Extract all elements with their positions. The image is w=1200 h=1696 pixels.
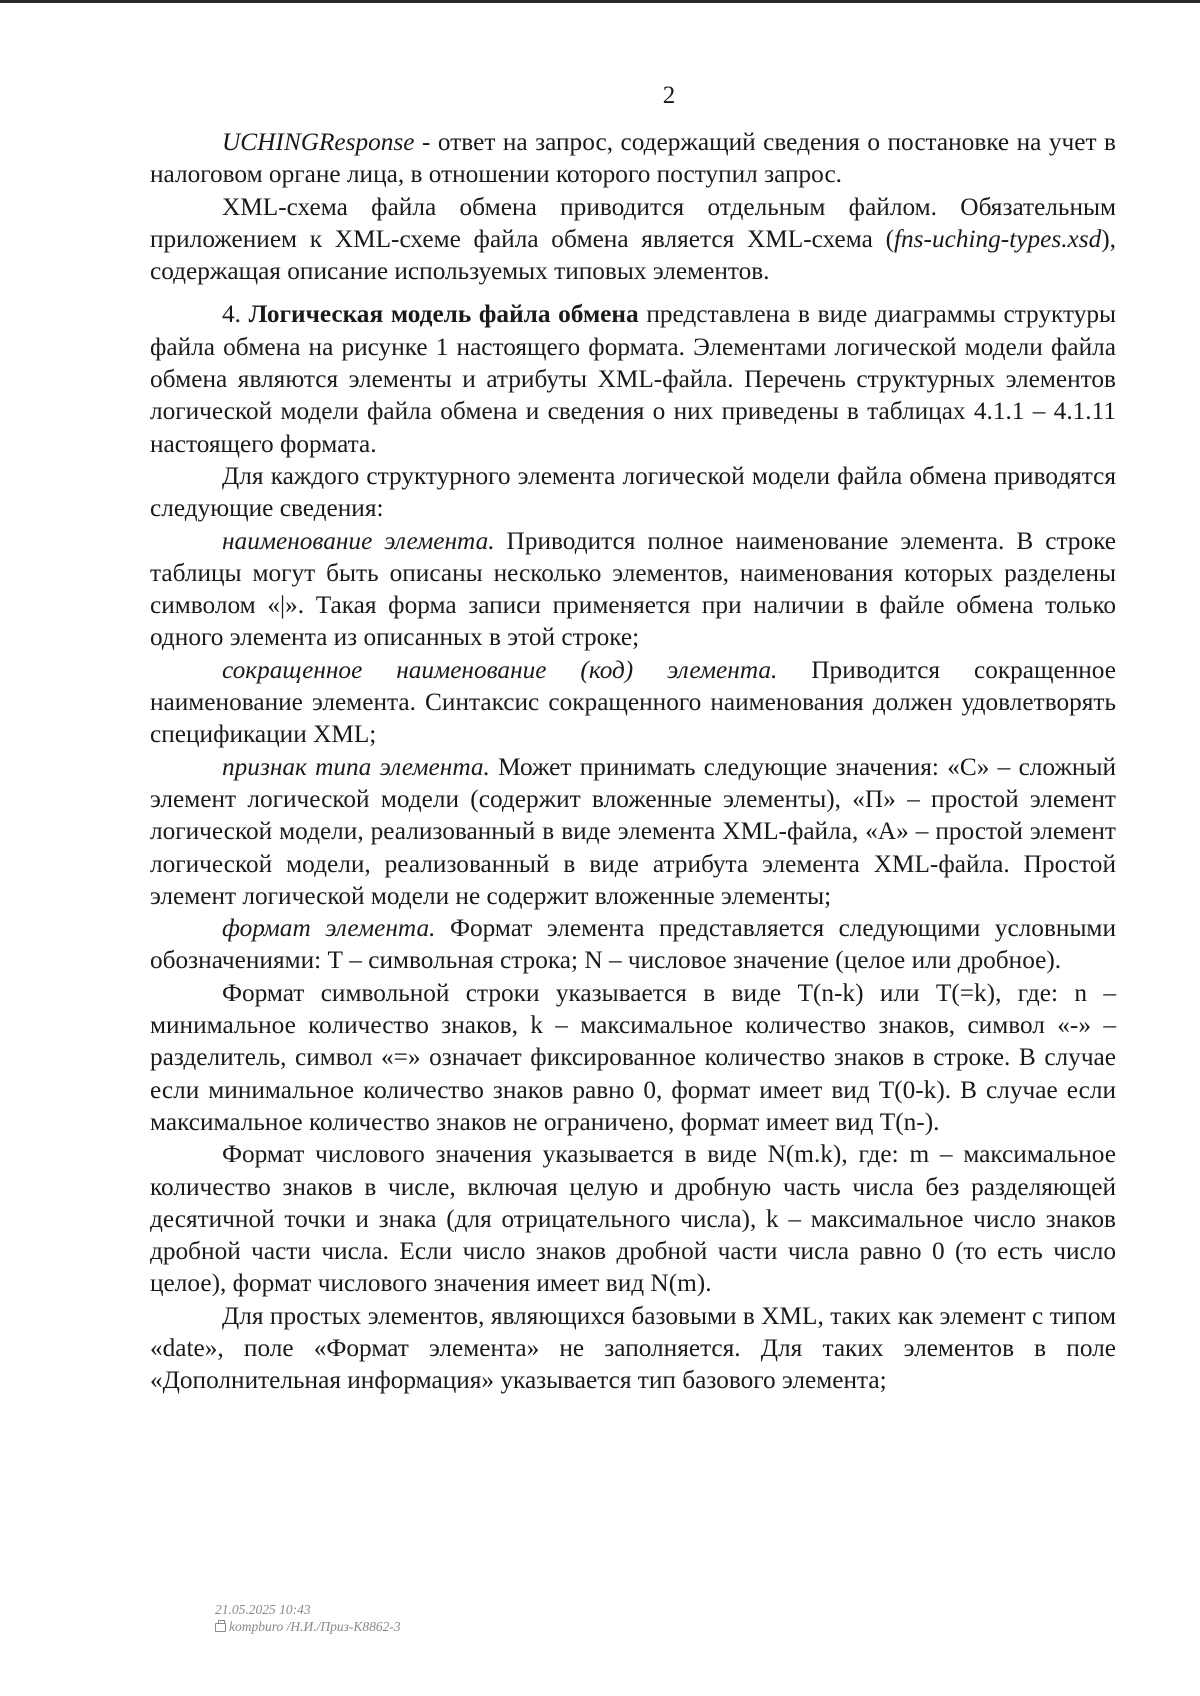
- paragraph-text: - ответ на запрос, содержащий сведения о постановке на учет в налоговом органе лица, в отношении которого поступил запрос.: [150, 128, 1116, 189]
- paragraph-element-format: [150, 912, 1116, 977]
- paragraph-element-name: [150, 525, 1116, 654]
- stamp-source: kompburo /Н.И./Приз-К8862-3: [229, 1619, 401, 1634]
- paragraph-text: Для каждого структурного элемента логической модели файла обмена приводятся следующие сведения:: [150, 461, 1116, 523]
- paragraph-element-info-intro: [150, 460, 1116, 525]
- document-body: [150, 126, 1116, 1397]
- section-heading: Логическая модель файла обмена: [248, 300, 639, 329]
- paragraph-text: Формат числового значения указывается в виде N(m.k), где: m – максимальное количество знаков в числе, включая целую и дробную часть числа без разделяющей десятичной точки и знака (для отрицательного числа), k – максимальное число знаков дробной части числа. Если число знаков дробной части числа равно 0 (то есть число целое), формат числового значения имеет вид N(m).: [150, 1140, 1116, 1298]
- schema-file-name: fns-uching-types.xsd: [894, 224, 1102, 253]
- term-element-code: сокращенное наименование (код) элемента.: [222, 655, 778, 684]
- term-element-format: формат элемента.: [222, 914, 436, 943]
- paragraph-text: ), содержащая описание используемых типовых элементов.: [150, 224, 1116, 286]
- paragraph-text: Может принимать следующие значения: «С» – сложный элемент логической модели (содержит вложенные элементы), «П» – простой элемент логической модели, реализованный в виде элемента XML-файла, «А» – простой элемент логической модели, реализованный в виде атрибута элемента XML-файла. Простой элемент логической модели не содержит вложенные элементы;: [150, 752, 1116, 910]
- paragraph-text: Формат элемента представляется следующими условными обозначениями: Т – символьная строка; N – числовое значение (целое или дробное).: [150, 914, 1116, 975]
- page-number: 2: [662, 82, 676, 109]
- paragraph-xml-schema: [150, 191, 1116, 288]
- paragraph-text: представлена в виде диаграммы структуры файла обмена на рисунке 1 настоящего формата. Элементами логической модели файла обмена являются элементы и атрибуты XML-файла. Перечень структурных элементов логической модели файла обмена и сведения о них приведены в таблицах 4.1.1 – 4.1.11 настоящего формата.: [150, 300, 1116, 458]
- paragraph-text: Приводится сокращенное наименование элемента. Синтаксис сокращенного наименования должен удовлетворять спецификации XML;: [150, 655, 1116, 749]
- paragraph-text: Приводится полное наименование элемента. В строке таблицы могут быть описаны несколько элементов, наименования которых разделены символом «|». Такая форма записи применяется при наличии в файле обмена только одного элемента из описанных в этой строке;: [150, 526, 1116, 652]
- paragraph-uchingresponse: [150, 126, 1116, 191]
- stamp-datetime: 21.05.2025 10:43: [215, 1602, 311, 1617]
- section-number: 4.: [222, 300, 249, 329]
- paragraph-element-type: [150, 751, 1116, 912]
- paragraph-base-elements: [150, 1300, 1116, 1397]
- paragraph-element-code: [150, 654, 1116, 751]
- scan-top-edge: [0, 0, 1200, 3]
- stamp-source-line: [215, 1618, 401, 1635]
- paragraph-string-format: [150, 977, 1116, 1138]
- term-element-name: наименование элемента.: [222, 526, 495, 555]
- printer-icon: [215, 1623, 226, 1632]
- paragraph-number-format: [150, 1138, 1116, 1299]
- paragraph-text: Формат символьной строки указывается в виде Т(n-k) или Т(=k), где: n – минимальное количество знаков, k – максимальное количество знаков, символ «-» – разделитель, символ «=» означает фиксированное количество знаков в строке. В случае если минимальное количество знаков равно 0, формат имеет вид Т(0-k). В случае если максимальное количество знаков не ограничено, формат имеет вид Т(n-).: [150, 978, 1116, 1136]
- paragraph-logical-model: [150, 298, 1116, 459]
- term-uchingresponse: UCHINGResponse: [222, 128, 415, 156]
- term-element-type: признак типа элемента.: [222, 752, 490, 781]
- paragraph-text: XML-схема файла обмена приводится отдельным файлом. Обязательным приложением к XML-схеме файла обмена является XML-схема (: [150, 192, 1116, 253]
- paragraph-text: Для простых элементов, являющихся базовыми в XML, таких как элемент с типом «date», поле «Формат элемента» не заполняется. Для таких элементов в поле «Дополнительная информация» указывается тип базового элемента;: [150, 1301, 1116, 1395]
- print-stamp: [215, 1601, 401, 1635]
